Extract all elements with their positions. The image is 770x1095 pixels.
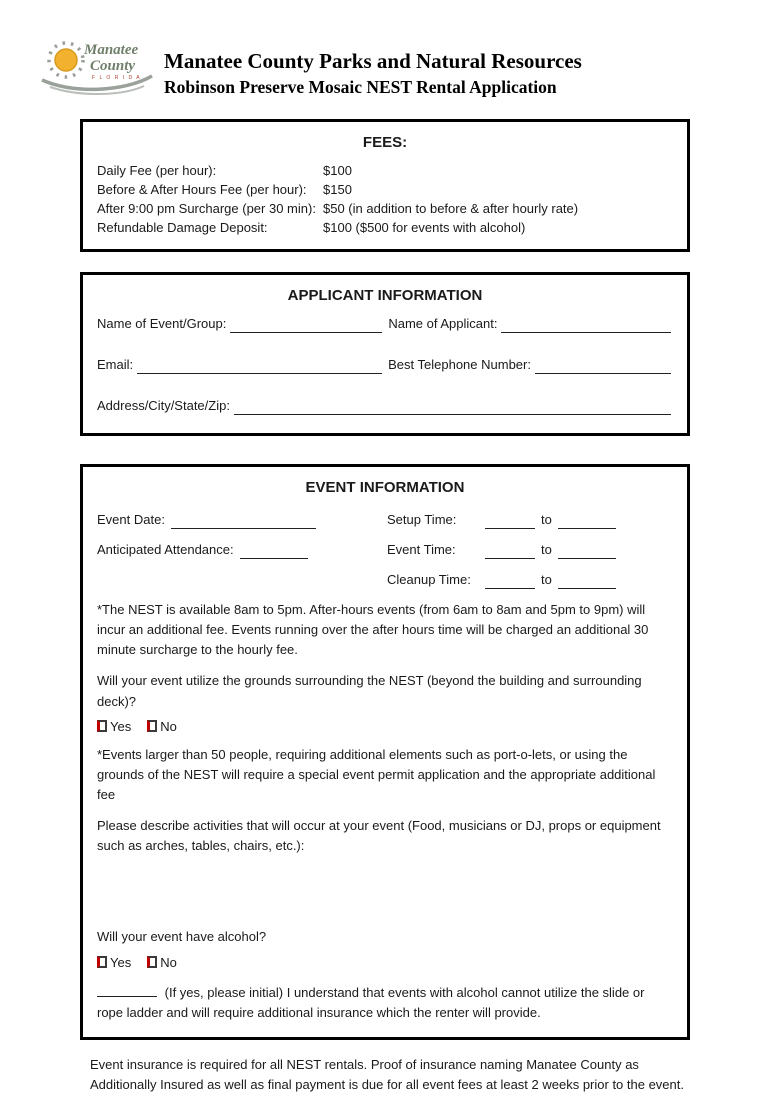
- event-date-label: Event Date:: [97, 512, 165, 527]
- applicant-name-blank[interactable]: [501, 319, 671, 333]
- event-date-blank[interactable]: [171, 515, 316, 529]
- applicant-row-address: [97, 396, 673, 415]
- applicant-information-section: [80, 272, 690, 436]
- grounds-yes-option[interactable]: [97, 719, 131, 734]
- fee-label: Refundable Damage Deposit:: [97, 220, 268, 235]
- title-block: [160, 34, 582, 99]
- fee-row-daily: [95, 161, 675, 180]
- manatee-county-logo: [36, 34, 160, 105]
- applicant-heading: APPLICANT INFORMATION: [287, 287, 483, 304]
- event-date-row: [97, 510, 387, 529]
- alcohol-checkbox-row: [97, 955, 673, 970]
- document-header: [36, 34, 690, 105]
- setup-start-blank[interactable]: [485, 515, 535, 529]
- cleanup-time-row: [387, 570, 673, 589]
- alcohol-initial-line: [97, 983, 673, 1023]
- setup-time-label: Setup Time:: [387, 512, 457, 527]
- email-blank[interactable]: [137, 360, 382, 374]
- alcohol-yes-option[interactable]: [97, 955, 131, 970]
- to-word: to: [541, 512, 552, 527]
- attendance-label: Anticipated Attendance:: [97, 542, 234, 557]
- yes-label: Yes: [110, 954, 132, 970]
- email-label: Email:: [97, 357, 134, 372]
- fee-row-before-after: [95, 180, 675, 199]
- cleanup-time-label: Cleanup Time:: [387, 572, 471, 587]
- address-label: Address/City/State/Zip:: [97, 398, 230, 413]
- logo-text-county: County: [90, 58, 136, 74]
- applicant-row-contact: [97, 355, 673, 374]
- phone-blank[interactable]: [535, 360, 671, 374]
- grounds-checkbox-row: [97, 719, 673, 734]
- describe-answer-area[interactable]: [95, 856, 675, 918]
- checkbox-icon[interactable]: [97, 720, 107, 732]
- checkbox-icon[interactable]: [147, 720, 157, 732]
- event-schedule-grid: [97, 510, 673, 600]
- to-word: to: [541, 542, 552, 557]
- event-end-blank[interactable]: [558, 545, 616, 559]
- fee-value: $100 ($500 for events with alcohol): [323, 220, 526, 235]
- logo-text-manatee: Manatee: [84, 42, 139, 58]
- logo-graphic: [36, 34, 160, 100]
- attendance-row: [97, 540, 387, 559]
- attendance-blank[interactable]: [240, 545, 308, 559]
- event-time-label: Event Time:: [387, 542, 456, 557]
- event-group-blank[interactable]: [230, 319, 382, 333]
- event-information-section: [80, 464, 690, 1040]
- fee-label: After 9:00 pm Surcharge (per 30 min):: [97, 201, 316, 216]
- fee-value: $150: [323, 182, 352, 197]
- alcohol-no-option[interactable]: [147, 955, 177, 970]
- fee-label: Before & After Hours Fee (per hour):: [97, 182, 307, 197]
- checkbox-icon[interactable]: [147, 956, 157, 968]
- fee-value: $100: [323, 163, 352, 178]
- after-hours-note: *The NEST is available 8am to 5pm. After-hours events (from 6am to 8am and 5pm to 9pm) will incur an additional fee. Events running over the after hours time will be charged an additional 30 minute surcharge to the hourly fee.: [97, 602, 649, 658]
- grounds-no-option[interactable]: [147, 719, 177, 734]
- page-title: Manatee County Parks and Natural Resources: [164, 49, 582, 73]
- setup-end-blank[interactable]: [558, 515, 616, 529]
- fee-row-surcharge: [95, 199, 675, 218]
- describe-prompt: Please describe activities that will occur at your event (Food, musicians or DJ, props or equipment such as arches, tables, chairs, etc.):: [97, 818, 661, 854]
- event-heading: EVENT INFORMATION: [305, 479, 465, 496]
- cleanup-end-blank[interactable]: [558, 575, 616, 589]
- fee-row-deposit: [95, 218, 675, 237]
- checkbox-icon[interactable]: [97, 956, 107, 968]
- yes-label: Yes: [110, 718, 132, 734]
- no-label: No: [160, 718, 177, 734]
- phone-label: Best Telephone Number:: [388, 357, 531, 372]
- event-start-blank[interactable]: [485, 545, 535, 559]
- event-grid-right: [387, 510, 673, 600]
- address-blank[interactable]: [234, 401, 671, 415]
- applicant-name-label: Name of Applicant:: [388, 316, 498, 331]
- fees-heading: FEES:: [362, 134, 408, 151]
- setup-time-row: [387, 510, 673, 529]
- fees-section: [80, 119, 690, 252]
- fee-value: $50 (in addition to before & after hourly rate): [323, 201, 579, 216]
- event-time-row: [387, 540, 673, 559]
- logo-text-florida: F L O R I D A: [92, 75, 142, 81]
- page-subtitle: Robinson Preserve Mosaic NEST Rental Application: [164, 77, 557, 98]
- large-events-note: *Events larger than 50 people, requiring additional elements such as port-o-lets, or using the grounds of the NEST will require a special event permit application and the appropriate additional fee: [97, 746, 656, 802]
- grounds-question: Will your event utilize the grounds surrounding the NEST (beyond the building and surrounding deck)?: [97, 673, 642, 709]
- event-group-label: Name of Event/Group:: [97, 316, 227, 331]
- insurance-note: Event insurance is required for all NEST rentals. Proof of insurance naming Manatee County as Additionally Insured as well as final payment is due for all event fees at least 2 weeks prior to the event.: [90, 1056, 684, 1092]
- sun-icon: [55, 49, 77, 71]
- no-label: No: [160, 954, 177, 970]
- initials-blank[interactable]: [97, 983, 157, 997]
- alcohol-question: Will your event have alcohol?: [97, 929, 267, 945]
- event-grid-left: [97, 510, 387, 600]
- to-word: to: [541, 572, 552, 587]
- applicant-row-names: [97, 314, 673, 333]
- cleanup-start-blank[interactable]: [485, 575, 535, 589]
- initial-statement: (If yes, please initial) I understand that events with alcohol cannot utilize the slide or rope ladder and will require additional insurance which the renter will provide.: [97, 984, 645, 1020]
- fee-label: Daily Fee (per hour):: [97, 163, 217, 178]
